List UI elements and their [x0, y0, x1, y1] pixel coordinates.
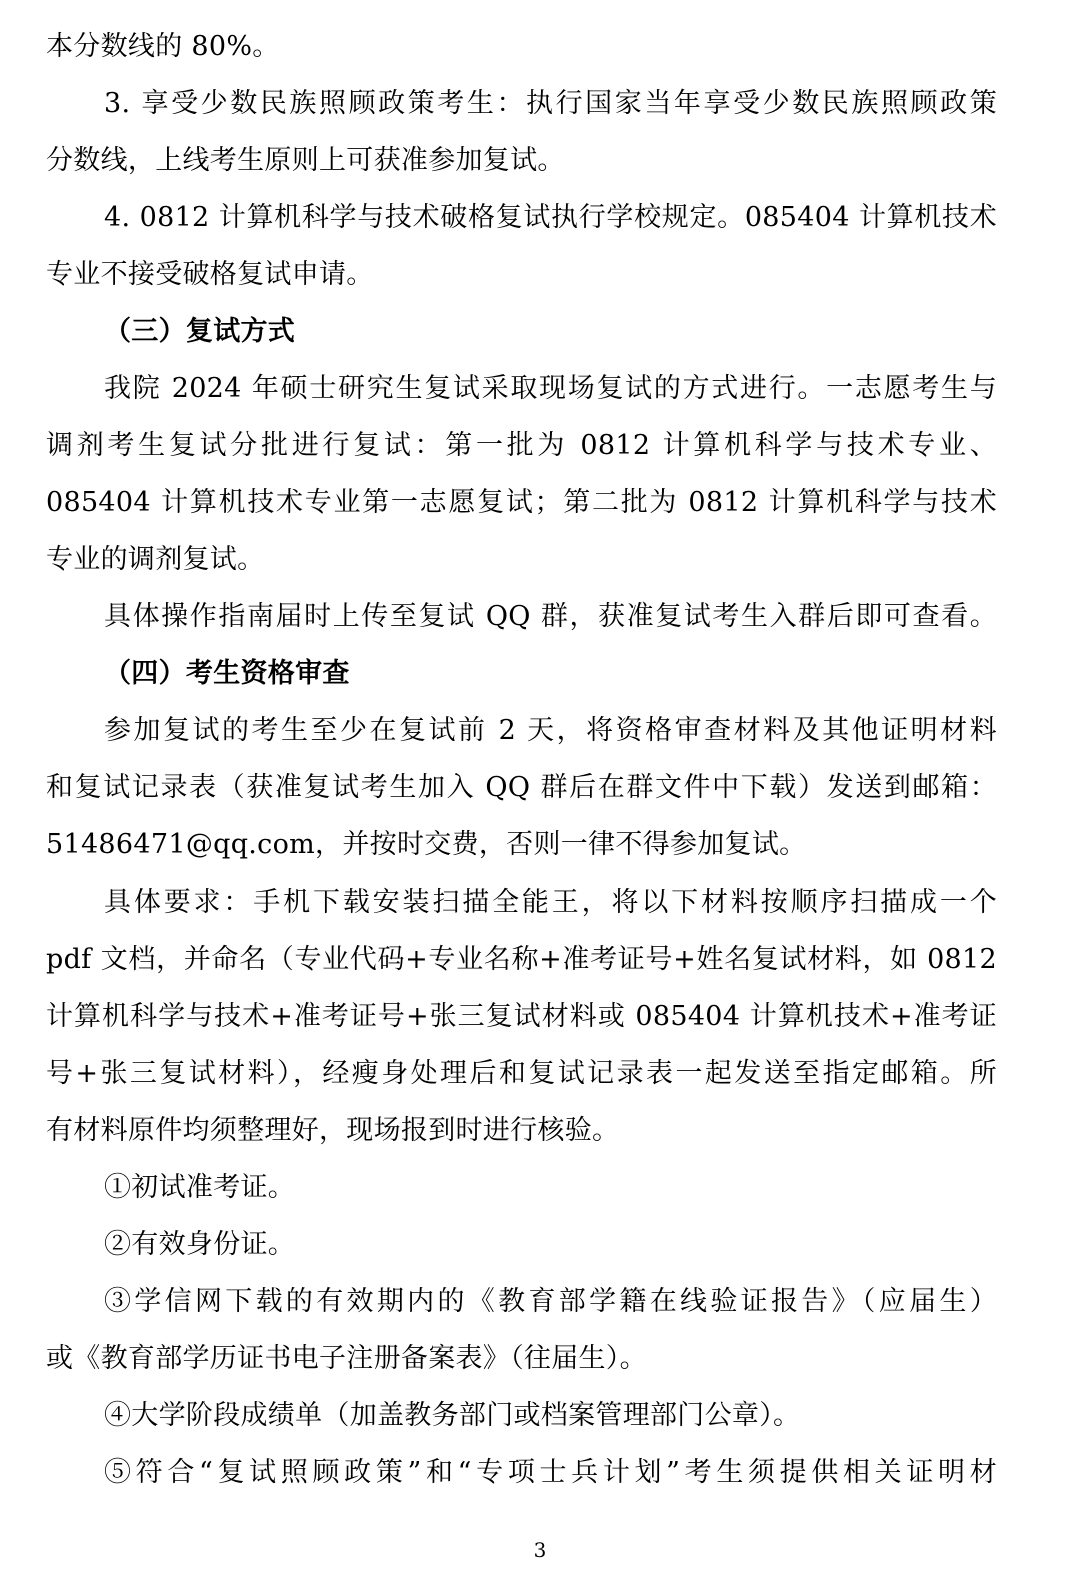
text-line-7: 我院 2024 年硕士研究生复试采取现场复试的方式进行。一志愿考生与 [104, 373, 997, 404]
text-line-19: 号+张三复试材料），经瘦身处理后和复试记录表一起发送至指定邮箱。所 [46, 1058, 997, 1089]
text-line-13: 参加复试的考生至少在复试前 2 天，将资格审查材料及其他证明材料 [104, 715, 997, 746]
text-line-10: 专业的调剂复试。 [46, 544, 265, 575]
text-line-9: 085404 计算机技术专业第一志愿复试；第二批为 0812 计算机科学与技术 [46, 487, 997, 518]
list-item-4: ④大学阶段成绩单（加盖教务部门或档案管理部门公章）。 [104, 1400, 801, 1431]
text-line-17: pdf 文档，并命名（专业代码+专业名称+准考证号+姓名复试材料，如 0812 [46, 944, 997, 975]
text-line-2: 3. 享受少数民族照顾政策考生：执行国家当年享受少数民族照顾政策 [104, 88, 997, 119]
text-line-8: 调剂考生复试分批进行复试：第一批为 0812 计算机科学与技术专业、 [46, 430, 997, 461]
section-heading-3: （三）复试方式 [104, 316, 296, 347]
list-item-3: ③学信网下载的有效期内的《教育部学籍在线验证报告》（应届生） [104, 1286, 997, 1317]
text-line-1: 本分数线的 80%。 [46, 31, 280, 62]
section-heading-4: （四）考生资格审查 [104, 658, 350, 689]
text-line-16: 具体要求：手机下载安装扫描全能王，将以下材料按顺序扫描成一个 [104, 887, 997, 918]
text-line-14: 和复试记录表（获准复试考生加入 QQ 群后在群文件中下载）发送到邮箱： [46, 772, 997, 803]
list-item-3-cont: 或《教育部学历证书电子注册备案表》（往届生）。 [46, 1343, 647, 1374]
list-item-5: ⑤符合“复试照顾政策”和“专项士兵计划”考生须提供相关证明材 [104, 1457, 997, 1488]
list-item-2: ②有效身份证。 [104, 1229, 296, 1260]
text-line-5: 专业不接受破格复试申请。 [46, 259, 374, 290]
text-line-20: 有材料原件均须整理好，现场报到时进行核验。 [46, 1115, 620, 1146]
page-number: 3 [533, 1538, 547, 1562]
text-line-3: 分数线，上线考生原则上可获准参加复试。 [46, 145, 565, 176]
text-line-11: 具体操作指南届时上传至复试 QQ 群，获准复试考生入群后即可查看。 [104, 601, 997, 632]
email-line: 51486471@qq.com，并按时交费，否则一律不得参加复试。 [46, 829, 807, 860]
text-line-4: 4. 0812 计算机科学与技术破格复试执行学校规定。085404 计算机技术 [104, 202, 997, 233]
text-line-18: 计算机科学与技术+准考证号+张三复试材料或 085404 计算机技术+准考证 [46, 1001, 997, 1032]
list-item-1: ①初试准考证。 [104, 1172, 296, 1203]
